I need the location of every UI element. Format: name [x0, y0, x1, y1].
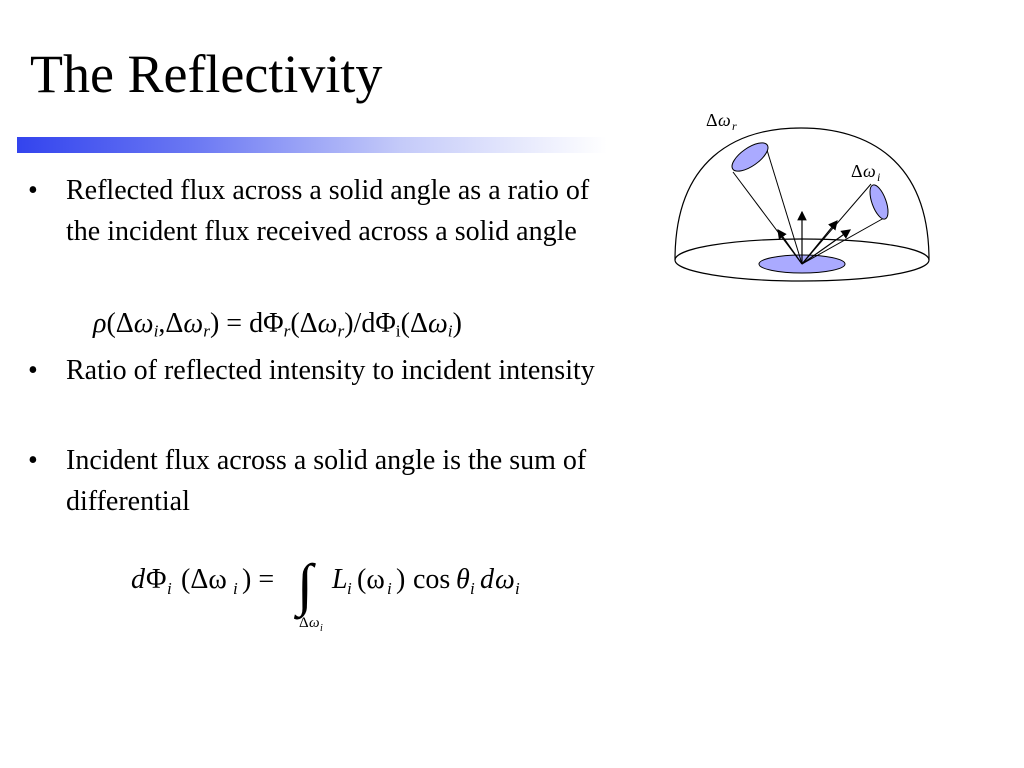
subscript-i: i — [153, 321, 159, 341]
eq-theta: θ — [456, 564, 470, 595]
label-omega: ω — [718, 110, 731, 130]
formula-part: (Δ — [106, 308, 134, 339]
eq-d2: d — [480, 564, 494, 595]
omega-symbol: ω — [317, 308, 338, 339]
bullet-text-3: Incident flux across a solid angle is the sum of differential — [66, 445, 587, 517]
formula-part: ) = dΦ — [209, 308, 284, 339]
rho-symbol: ρ — [93, 308, 107, 339]
label-omega: ω — [863, 161, 876, 181]
reflected-solid-angle-cap — [728, 138, 773, 177]
formula-part: )/dΦ — [344, 308, 396, 339]
eq-sub-i: i — [515, 579, 520, 598]
omega-symbol: ω — [427, 308, 448, 339]
bullet-list — [28, 170, 618, 252]
omega-symbol: ω — [183, 308, 204, 339]
formula-part: ) — [452, 308, 462, 339]
subscript-i: i — [447, 321, 453, 341]
incident-cone-edge — [802, 218, 884, 264]
subscript-r: r — [203, 321, 210, 341]
eq-lhs-arg: (Δω — [181, 564, 227, 595]
eq-sub-i: i — [347, 579, 352, 598]
eq-phi: Φ — [146, 564, 167, 595]
bullet-item-2 — [28, 350, 618, 391]
eq-L: L — [332, 564, 348, 595]
reflectivity-formula — [93, 303, 462, 344]
eq-rhs-arg: (ω — [357, 564, 385, 595]
eq-omega: ω — [495, 564, 515, 595]
bullet-text-2: Ratio of reflected intensity to incident intensity — [66, 355, 595, 386]
subscript-i: i — [395, 321, 401, 341]
subscript-r: r — [283, 321, 291, 341]
eq-cos: cos — [413, 564, 451, 595]
formula-part: (Δ — [400, 308, 428, 339]
label-sub-i: i — [877, 170, 881, 184]
incident-flux-integral-equation — [131, 548, 561, 648]
eq-lhs-close: ) = — [242, 564, 275, 595]
bullet-item-3 — [28, 440, 618, 522]
eq-sub-i: i — [470, 579, 475, 598]
label-sub-r: r — [732, 119, 737, 133]
eq-sub-i: i — [233, 579, 238, 598]
reflected-cone-edge — [767, 150, 802, 264]
label-delta: Δ — [706, 110, 718, 130]
bullet-item-1 — [28, 170, 618, 252]
lower-limit-sub: i — [320, 623, 323, 634]
subscript-r: r — [337, 321, 345, 341]
bullet-text-1: Reflected flux across a solid angle as a ratio of the incident flux received across a solid angle — [66, 175, 590, 247]
eq-d: d — [131, 564, 145, 595]
title-accent-bar — [17, 137, 607, 153]
eq-rhs-close: ) — [396, 564, 406, 595]
incident-solid-angle-cap — [866, 183, 891, 222]
lower-limit-delta: Δ — [299, 615, 309, 631]
slide-title: The Reflectivity — [30, 44, 383, 104]
hemisphere-solid-angle-diagram — [665, 100, 945, 290]
bullet-dot: • — [28, 175, 38, 206]
eq-sub-i: i — [167, 579, 172, 598]
eq-sub-i: i — [387, 579, 392, 598]
bullet-dot: • — [28, 445, 38, 476]
lower-limit-omega: ω — [309, 615, 320, 631]
bullet-dot: • — [28, 355, 38, 386]
label-delta: Δ — [851, 161, 863, 181]
omega-symbol: ω — [133, 308, 154, 339]
integral-sign: ∫ — [297, 552, 313, 617]
formula-part: ,Δ — [158, 308, 184, 339]
formula-part: (Δ — [290, 308, 318, 339]
